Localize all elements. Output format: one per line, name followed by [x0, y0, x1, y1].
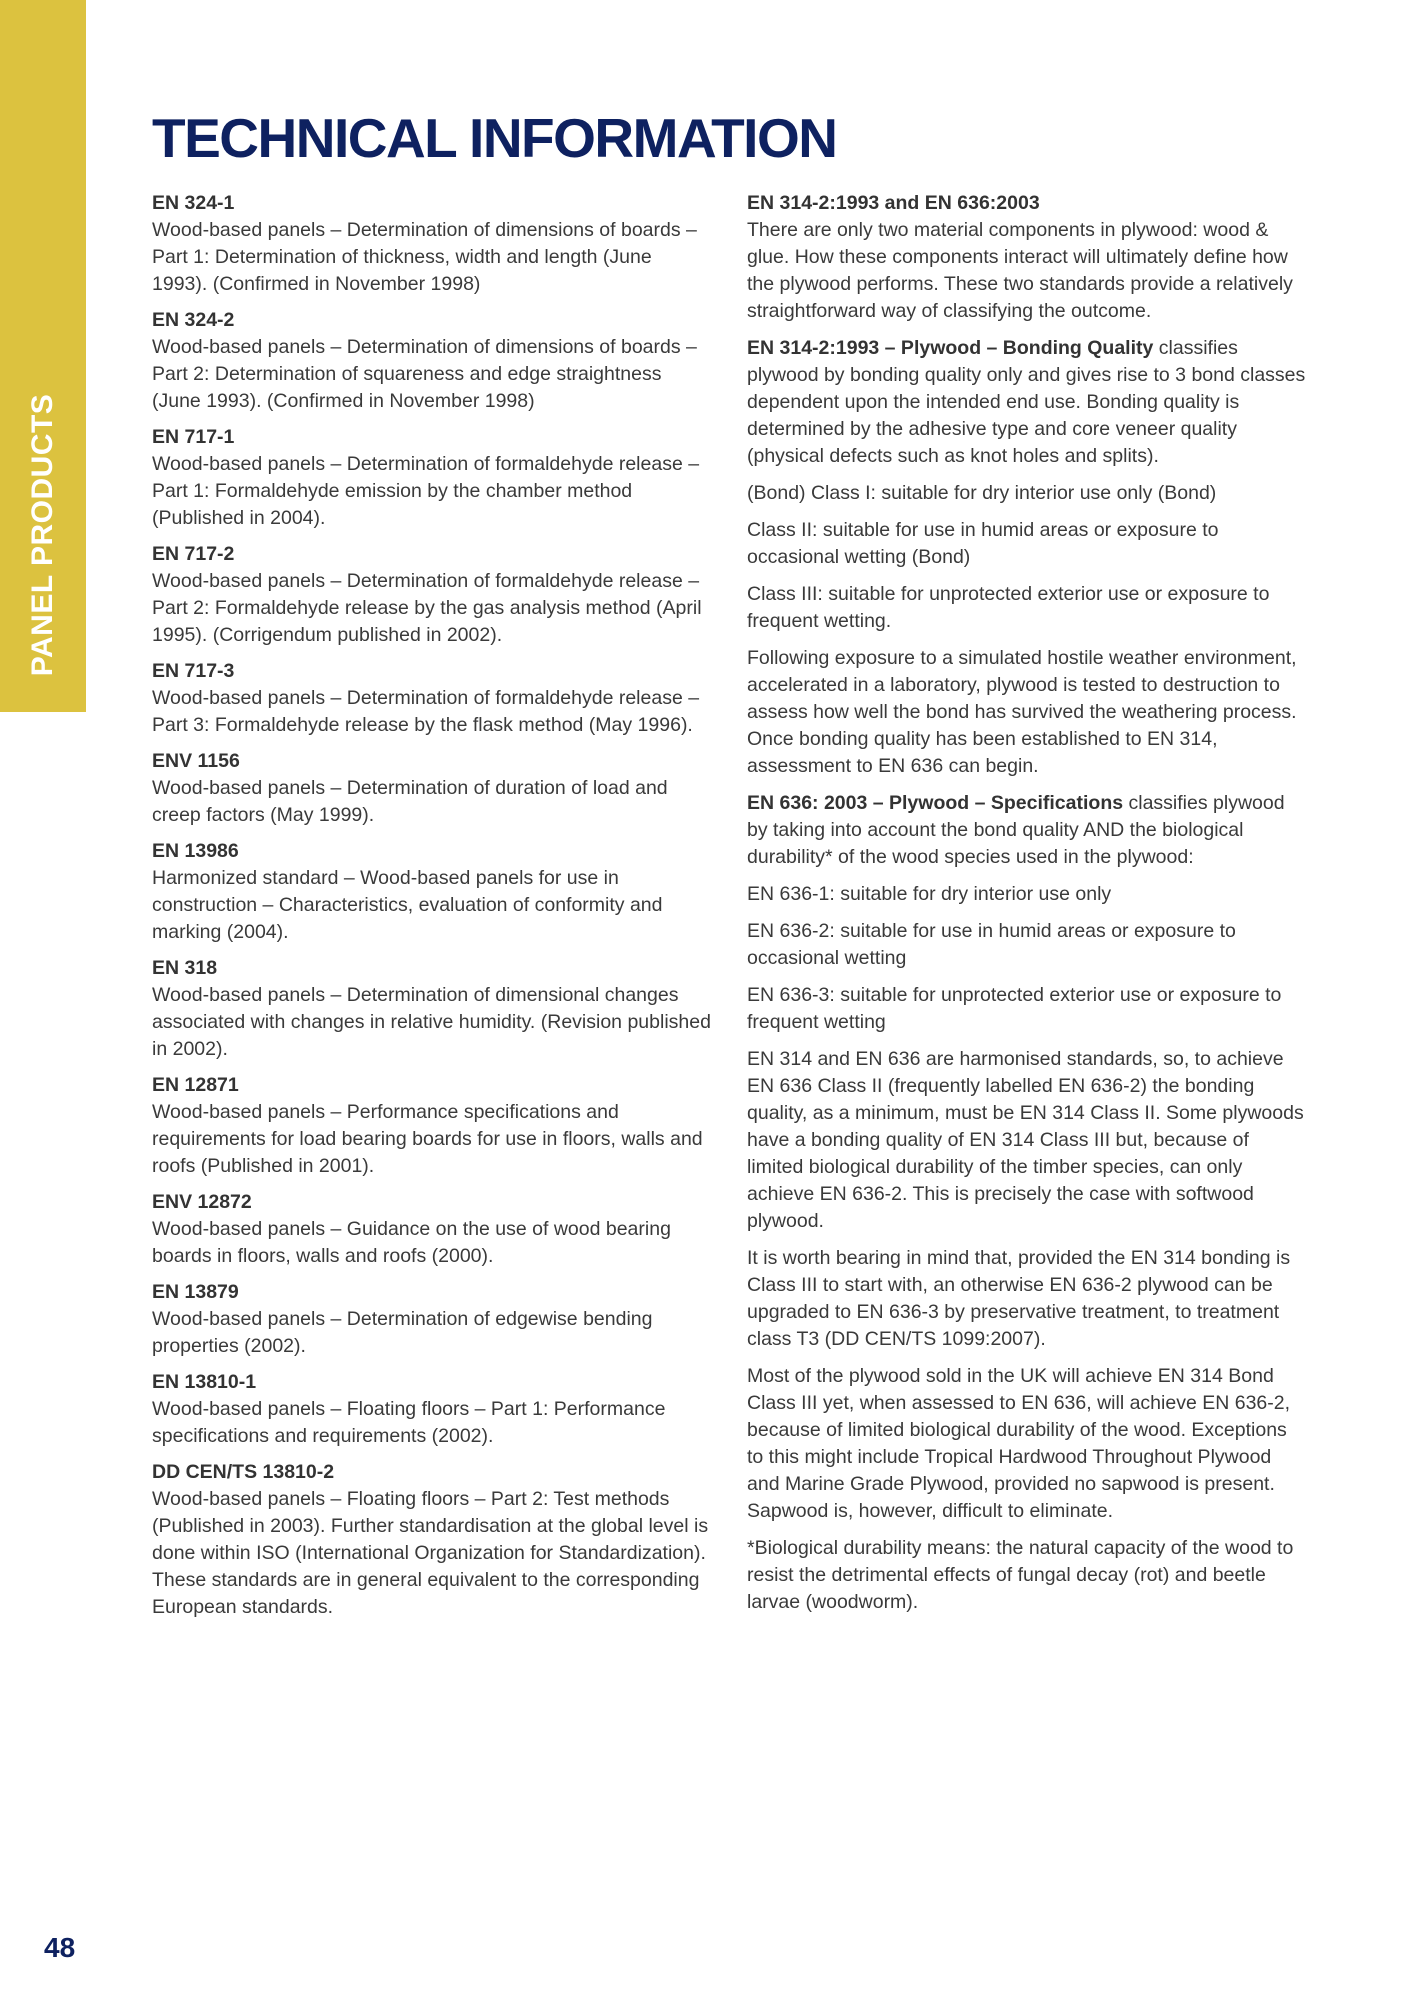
paragraph-lead: EN 636: 2003 – Plywood – Specifications [747, 792, 1124, 814]
standard-entry [152, 1369, 712, 1450]
plywood-standards-column [747, 190, 1307, 1626]
paragraph [747, 1363, 1307, 1525]
standard-description: Wood-based panels – Determination of dimensions of boards – Part 2: Determination of squareness and edge straightness (June 1993). (Confirmed in November 1998) [152, 336, 697, 412]
standard-entry [152, 190, 712, 298]
standard-code: EN 324-2 [152, 309, 235, 331]
standard-code: EN 717-3 [152, 660, 235, 682]
paragraph-text: EN 636-3: suitable for unprotected exterior use or exposure to frequent wetting [747, 984, 1282, 1033]
standard-code: EN 324-1 [152, 192, 235, 214]
standards-list [152, 190, 712, 1630]
standard-code: EN 717-2 [152, 543, 235, 565]
section-label: PANEL PRODUCTS [26, 393, 59, 677]
standard-entry [152, 955, 712, 1063]
paragraph-text: EN 636-1: suitable for dry interior use only [747, 883, 1112, 905]
standard-code: EN 12871 [152, 1074, 239, 1096]
paragraph-text: EN 314 and EN 636 are harmonised standards, so, to achieve EN 636 Class II (frequently labelled EN 636-2) the bonding quality, as a minimum, must be EN 314 Class II. Some plywoods have a bonding quality of EN 314 Class III but, because of limited biological durability of the timber species, can only achieve EN 636-2. This is precisely the case with softwood plywood. [747, 1048, 1304, 1232]
standard-description: Wood-based panels – Determination of duration of load and creep factors (May 1999). [152, 777, 668, 826]
section-tab [0, 0, 86, 712]
standard-code: EN 13986 [152, 840, 239, 862]
paragraph [747, 881, 1307, 908]
standard-entry [152, 658, 712, 739]
paragraph [747, 1535, 1307, 1616]
standard-code: EN 13879 [152, 1281, 239, 1303]
paragraph [747, 1046, 1307, 1235]
paragraph-text: classifies plywood by taking into account the bond quality AND the biological durability* of the wood species used in the plywood: [747, 792, 1285, 868]
standard-entry [152, 1459, 712, 1621]
standard-code: ENV 12872 [152, 1191, 252, 1213]
standard-description: Wood-based panels – Guidance on the use of wood bearing boards in floors, walls and roofs (2000). [152, 1218, 671, 1267]
standard-entry [152, 541, 712, 649]
standard-description: Harmonized standard – Wood-based panels for use in construction – Characteristics, evaluation of conformity and marking (2004). [152, 867, 663, 943]
paragraph [747, 335, 1307, 470]
paragraph [747, 918, 1307, 972]
paragraph [747, 645, 1307, 780]
paragraph-text: *Biological durability means: the natural capacity of the wood to resist the detrimental effects of fungal decay (rot) and beetle larvae (woodworm). [747, 1537, 1294, 1613]
paragraph-text: There are only two material components in plywood: wood & glue. How these components interact will ultimately define how the plywood performs. These two standards provide a relatively straightforward way of classifying the outcome. [747, 219, 1293, 322]
paragraph [747, 480, 1307, 507]
paragraph-text: It is worth bearing in mind that, provided the EN 314 bonding is Class III to start with, an otherwise EN 636-2 plywood can be upgraded to EN 636-3 by preservative treatment, to treatment class T3 (DD CEN/TS 1099:2007). [747, 1247, 1291, 1350]
standard-description: Wood-based panels – Determination of formaldehyde release – Part 1: Formaldehyde emission by the chamber method (Published in 2004). [152, 453, 700, 529]
page-number: 48 [44, 1932, 76, 1963]
paragraph-text: Following exposure to a simulated hostile weather environment, accelerated in a laboratory, plywood is tested to destruction to assess how well the bond has survived the weathering process. Once bonding quality has been established to EN 314, assessment to EN 636 can begin. [747, 647, 1297, 777]
standard-code: EN 13810-1 [152, 1371, 257, 1393]
standard-code: DD CEN/TS 13810-2 [152, 1461, 335, 1483]
page-title: TECHNICAL INFORMATION [152, 107, 837, 169]
standard-description: Wood-based panels – Determination of edgewise bending properties (2002). [152, 1308, 653, 1357]
standard-description: Wood-based panels – Determination of dimensional changes associated with changes in relative humidity. (Revision published in 2002). [152, 984, 711, 1060]
paragraph [747, 982, 1307, 1036]
paragraph [747, 1245, 1307, 1353]
standard-entry [152, 1189, 712, 1270]
standard-description: Wood-based panels – Performance specifications and requirements for load bearing boards for use in floors, walls and roofs (Published in 2001). [152, 1101, 703, 1177]
paragraph-text: Class III: suitable for unprotected exterior use or exposure to frequent wetting. [747, 583, 1270, 632]
standard-code: ENV 1156 [152, 750, 240, 772]
standard-description: Wood-based panels – Floating floors – Part 1: Performance specifications and requirements (2002). [152, 1398, 666, 1447]
standard-description: Wood-based panels – Determination of dimensions of boards – Part 1: Determination of thickness, width and length (June 1993). (Confirmed in November 1998) [152, 219, 697, 295]
standard-description: Wood-based panels – Determination of formaldehyde release – Part 3: Formaldehyde release by the flask method (May 1996). [152, 687, 700, 736]
standard-description: Wood-based panels – Determination of formaldehyde release – Part 2: Formaldehyde release by the gas analysis method (April 1995). (Corrigendum published in 2002). [152, 570, 702, 646]
paragraph [747, 790, 1307, 871]
paragraph-text: Class II: suitable for use in humid areas or exposure to occasional wetting (Bond) [747, 519, 1219, 568]
standard-code: EN 318 [152, 957, 218, 979]
paragraph-text: classifies plywood by bonding quality only and gives rise to 3 bond classes dependent upon the intended end use. Bonding quality is determined by the adhesive type and core veneer quality (physical defects such as knot holes and splits). [747, 337, 1306, 467]
standard-entry [152, 1279, 712, 1360]
standard-code: EN 717-1 [152, 426, 235, 448]
standard-entry [152, 838, 712, 946]
standard-entry [152, 748, 712, 829]
paragraph-text: EN 636-2: suitable for use in humid areas or exposure to occasional wetting [747, 920, 1236, 969]
paragraph [747, 517, 1307, 571]
standard-entry [152, 1072, 712, 1180]
standard-entry [152, 424, 712, 532]
paragraph-text: Most of the plywood sold in the UK will achieve EN 314 Bond Class III yet, when assessed to EN 636, will achieve EN 636-2, because of limited biological durability of the wood. Exceptions to this might include Tropical Hardwood Throughout Plywood and Marine Grade Plywood, provided no sapwood is present. Sapwood is, however, difficult to eliminate. [747, 1365, 1291, 1522]
standard-description: Wood-based panels – Floating floors – Part 2: Test methods (Published in 2003). Further standardisation at the global level is done within ISO (International Organization for Standardization). These standards are in general equivalent to the corresponding European standards. [152, 1488, 709, 1618]
paragraph-lead: EN 314-2:1993 – Plywood – Bonding Quality [747, 337, 1154, 359]
paragraph-text: (Bond) Class I: suitable for dry interior use only (Bond) [747, 482, 1217, 504]
standard-entry [152, 307, 712, 415]
section-heading: EN 314-2:1993 and EN 636:2003 [747, 192, 1040, 214]
paragraph [747, 217, 1307, 325]
paragraph [747, 581, 1307, 635]
